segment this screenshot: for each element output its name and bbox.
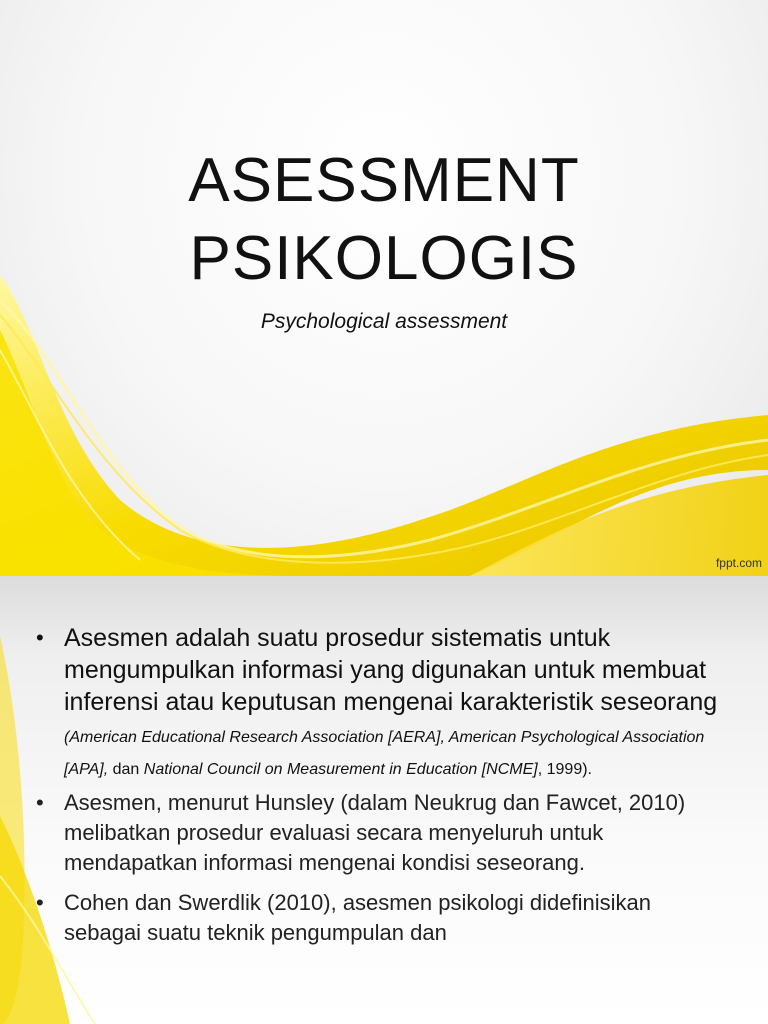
bullet-1-text: Asesmen adalah suatu prosedur sistematis untuk mengumpulkan informasi yang digunakan untuk membuat inferensi atau keputusan mengenai karakteristik seseorang — [64, 624, 718, 716]
title-line-1: ASESSMENT — [188, 146, 580, 215]
bullet-list — [30, 622, 730, 948]
bullet-marker: • — [36, 790, 44, 815]
bullet-2-text: Asesmen, menurut Hunsley (dalam Neukrug dan Fawcet, 2010) melibatkan prosedur evaluasi secara menyeluruh untuk mendapatkan informasi mengenai kondisi seseorang. — [64, 790, 686, 875]
bullet-item-1 — [30, 622, 730, 782]
bullet-item-3 — [30, 888, 730, 948]
title-line-2: PSIKOLOGIS — [189, 224, 579, 293]
slide-title — [0, 142, 768, 298]
bullet-1-citation — [64, 729, 704, 778]
citation-and: dan — [108, 761, 144, 778]
citation-part-1: (American Educational Research Association [AERA], American Psychological Association [APA], — [64, 729, 705, 778]
slide-subtitle: Psychological assessment — [260, 310, 508, 333]
citation-year: , 1999). — [537, 761, 592, 778]
citation-part-2: National Council on Measurement in Education [NCME] — [143, 761, 538, 778]
bullet-marker: • — [36, 625, 44, 650]
watermark-text: fppt.com — [715, 556, 762, 570]
bullet-item-2 — [30, 788, 730, 878]
bullet-3-text: Cohen dan Swerdlik (2010), asesmen psikologi didefinisikan sebagai suatu teknik pengumpulan dan — [64, 890, 651, 945]
bullet-marker: • — [36, 890, 44, 915]
content-slide — [0, 576, 768, 1024]
